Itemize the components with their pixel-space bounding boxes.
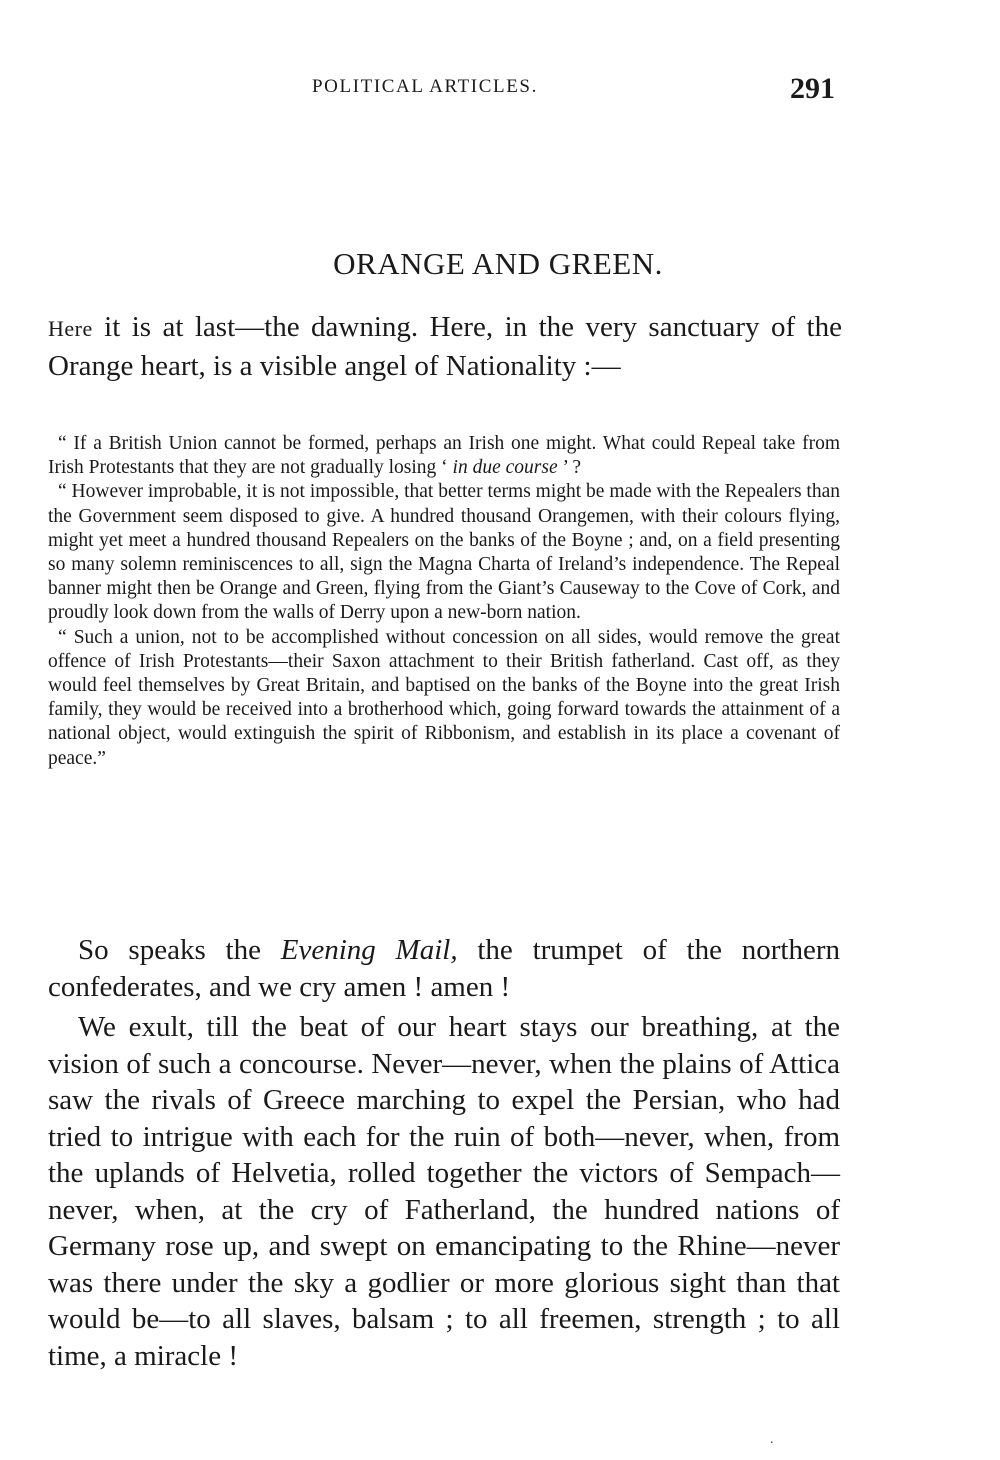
body-p1-text: So speaks the xyxy=(78,934,281,966)
intro-smallcap: Here xyxy=(48,316,93,341)
footer-mark: . xyxy=(770,1432,774,1447)
page-number: 291 xyxy=(790,72,835,105)
running-title: POLITICAL ARTICLES. xyxy=(312,76,538,97)
block-quote xyxy=(48,432,840,771)
body-text xyxy=(48,932,840,1378)
quote-paragraph-3: “ Such a union, not to be accomplished without concession on all sides, would remove the great offence of Irish Protestants—their Saxon attachment to their British fatherland. Cast off, as they would feel themselves by Great Britain, and baptised on the banks of the Boyne into the great Irish family, they would be received into a brotherhood which, going forward towards the attainment of a national object, would extinguish the spirit of Ribbonism, and establish in its place a covenant of peace.” xyxy=(48,626,840,769)
body-p1-end: the trumpet of the northern confederates, and we cry amen ! amen ! xyxy=(48,934,840,1003)
quote-paragraph-2: “ However improbable, it is not impossible, that better terms might be made with the Repealers than the Government seem disposed to give. A hundred thousand Orangemen, with their colours flying, might yet meet a hundred thousand Repealers on the banks of the Boyne ; and, on a field presenting so many solemn reminiscences to all, sign the Magna Charta of Ireland’s independence. The Repeal banner might then be Orange and Green, flying from the Giant’s Causeway to the Cove of Cork, and proudly look down from the walls of Derry upon a new-born nation. xyxy=(48,481,840,624)
body-paragraph-2: We exult, till the beat of our heart stays our breathing, at the vision of such a concourse. Never—never, when the plains of Attica saw the rivals of Greece marching to expel the Persian, who had tried to intrigue with each for the ruin of both—never, when, from the uplands of Helvetia, rolled together the victors of Sempach—never, when, at the cry of Fatherland, the hundred nations of Germany rose up, and swept on emancipating to the Rhine—never was there under the sky a godlier or more glorious sight than that would be—to all slaves, balsam ; to all freemen, strength ; to all time, a miracle ! xyxy=(48,1011,840,1372)
newspaper-title: Evening Mail, xyxy=(280,934,458,966)
quote-p1-italic: in due course xyxy=(452,457,558,479)
quote-paragraph-1 xyxy=(48,432,840,480)
intro-text: it is at last—the dawning. Here, in the very sanctuary of the Orange heart, is a visible angel of Nationality :— xyxy=(48,311,842,382)
quote-p1-text: “ If a British Union cannot be formed, perhaps an Irish one might. What could Repeal take from Irish Protestants that they are not gradually losing ‘ xyxy=(48,433,840,479)
running-header xyxy=(0,72,1000,112)
article-title xyxy=(0,246,900,282)
article-title-text: ORANGE AND GREEN. xyxy=(333,246,663,281)
body-paragraph-1 xyxy=(48,932,840,1005)
intro-paragraph xyxy=(48,309,842,384)
quote-p1-end: ’ ? xyxy=(557,457,582,479)
